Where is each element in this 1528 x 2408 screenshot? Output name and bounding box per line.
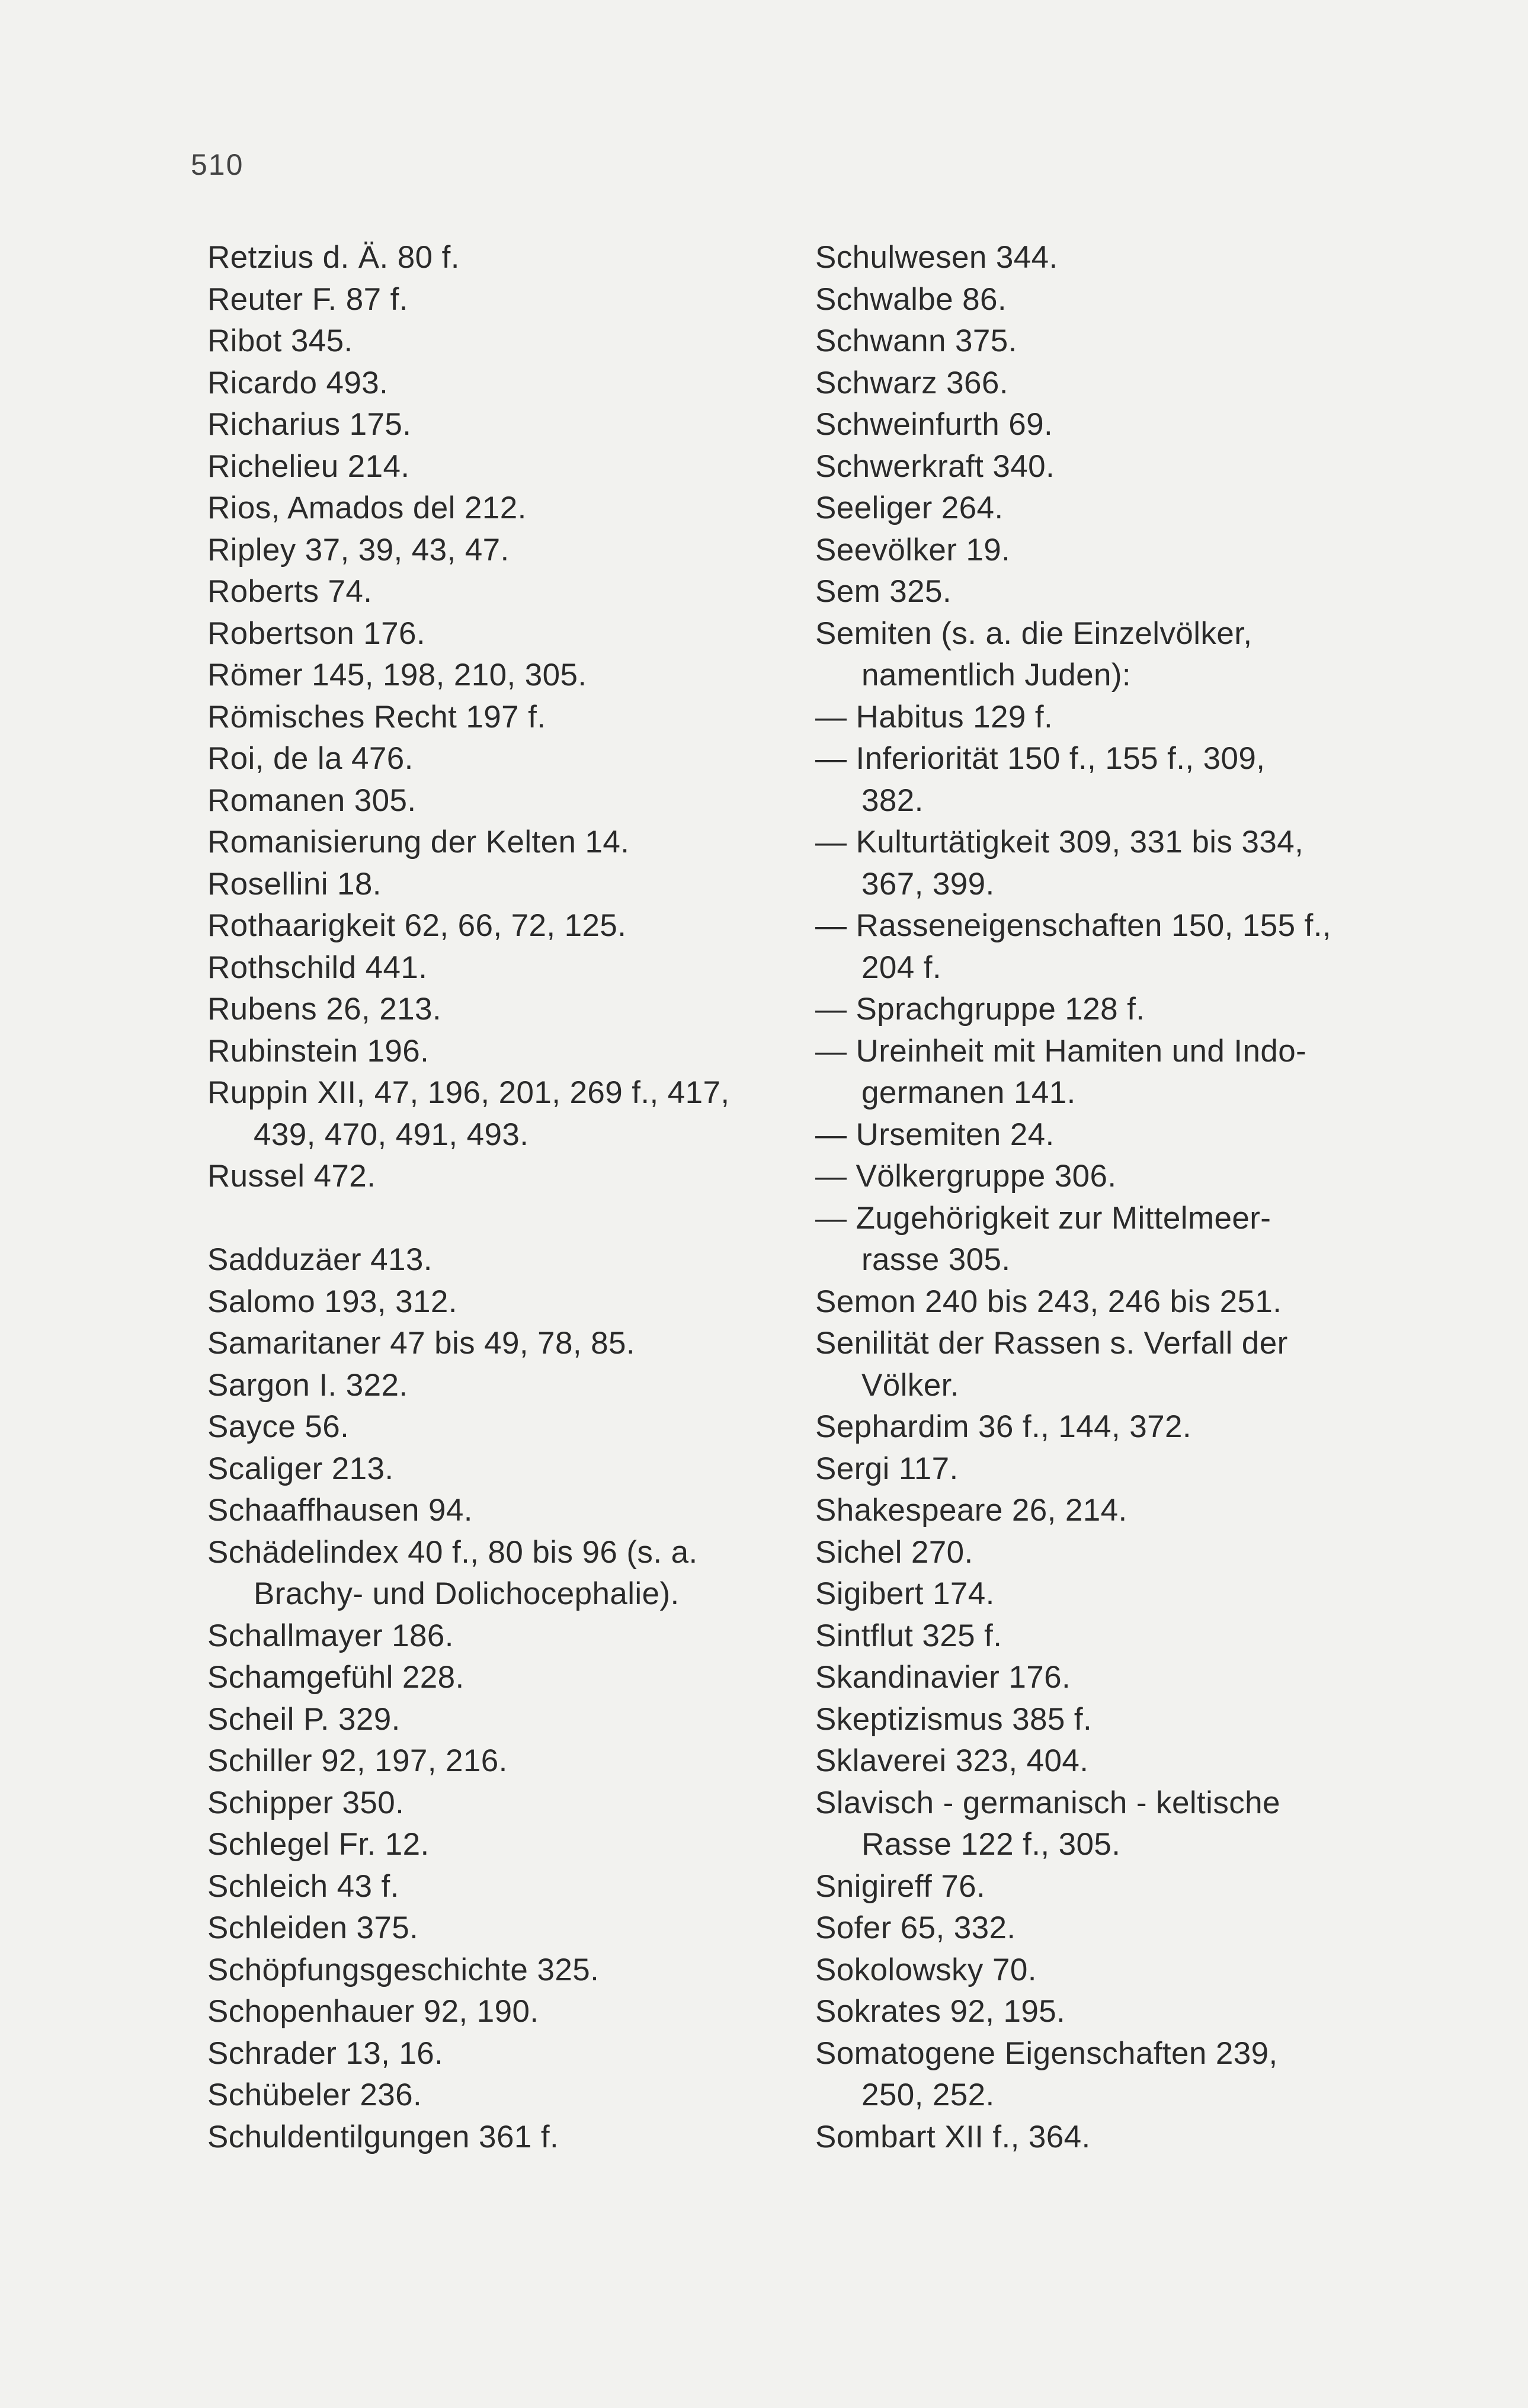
index-entry: Schwalbe 86. xyxy=(815,281,1007,317)
index-entry: — Ursemiten 24. xyxy=(815,1117,1055,1152)
index-entry: Sayce 56. xyxy=(207,1409,350,1444)
index-entry: Brachy- und Dolichocephalie). xyxy=(254,1576,680,1611)
index-entry: Ricardo 493. xyxy=(207,365,389,400)
index-entry: Salomo 193, 312. xyxy=(207,1284,457,1319)
index-entry: — Habitus 129 f. xyxy=(815,699,1053,735)
index-entry: Sargon I. 322. xyxy=(207,1367,408,1403)
index-entry: rasse 305. xyxy=(861,1242,1011,1277)
index-entry: — Inferiorität 150 f., 155 f., 309, xyxy=(815,741,1266,776)
index-entry: 439, 470, 491, 493. xyxy=(254,1117,529,1152)
section-gap xyxy=(207,1198,776,1240)
index-entry: Sokolowsky 70. xyxy=(815,1952,1037,1987)
index-entry: Samaritaner 47 bis 49, 78, 85. xyxy=(207,1326,636,1361)
index-entry: Schwarz 366. xyxy=(815,365,1008,400)
index-entry: Shakespeare 26, 214. xyxy=(815,1493,1127,1528)
index-entry: Ruppin XII, 47, 196, 201, 269 f., 417, xyxy=(207,1075,730,1110)
index-entry: Robertson 176. xyxy=(207,615,426,651)
index-entry: Retzius d. Ä. 80 f. xyxy=(207,240,460,275)
index-entry: Römer 145, 198, 210, 305. xyxy=(207,658,587,692)
index-entry: Sichel 270. xyxy=(815,1534,973,1570)
index-entry: Schweinfurth 69. xyxy=(815,407,1053,442)
index-entry: Somatogene Eigenschaften 239, xyxy=(815,2035,1278,2071)
index-entry: Völker. xyxy=(861,1367,959,1403)
index-entry: Ripley 37, 39, 43, 47. xyxy=(207,532,510,567)
index-entry: Schallmayer 186. xyxy=(207,1618,454,1653)
index-entry: Schwerkraft 340. xyxy=(815,448,1055,484)
index-entry: Sadduzäer 413. xyxy=(207,1242,433,1277)
index-entry: Sigibert 174. xyxy=(815,1576,995,1611)
index-entry: Skandinavier 176. xyxy=(815,1660,1071,1695)
index-entry: — Ureinheit mit Hamiten und Indo- xyxy=(815,1033,1307,1069)
index-entry: Sem 325. xyxy=(815,574,952,609)
index-entry: namentlich Juden): xyxy=(861,658,1132,692)
index-entry: Sephardim 36 f., 144, 372. xyxy=(815,1409,1192,1444)
index-entry: Skeptizismus 385 f. xyxy=(815,1701,1093,1737)
index-entry: Ribot 345. xyxy=(207,323,353,358)
index-entry: Romanen 305. xyxy=(207,783,417,818)
index-entry: Sombart XII f., 364. xyxy=(815,2119,1091,2154)
index-entry: — Völkergruppe 306. xyxy=(815,1159,1117,1194)
index-entry: — Kulturtätigkeit 309, 331 bis 334, xyxy=(815,825,1304,860)
index-entry: Seevölker 19. xyxy=(815,532,1011,567)
index-entry: Russel 472. xyxy=(207,1159,376,1194)
index-entry: Seeliger 264. xyxy=(815,490,1004,525)
index-entry: Roberts 74. xyxy=(207,574,373,609)
index-entry: Sergi 117. xyxy=(815,1451,959,1486)
index-entry: Sintflut 325 f. xyxy=(815,1618,1002,1653)
index-entry: Semiten (s. a. die Einzelvölker, xyxy=(815,615,1252,651)
index-entry: Scaliger 213. xyxy=(207,1451,394,1486)
index-entry: 367, 399. xyxy=(861,866,995,902)
index-column-right xyxy=(815,237,1372,2158)
index-entry: Semon 240 bis 243, 246 bis 251. xyxy=(815,1284,1282,1319)
index-entry: Romanisierung der Kelten 14. xyxy=(207,825,630,860)
index-entry: — Rasseneigenschaften 150, 155 f., xyxy=(815,908,1331,943)
index-entry: Schrader 13, 16. xyxy=(207,2035,444,2071)
index-entry: 250, 252. xyxy=(861,2077,995,2112)
index-entry: Schädelindex 40 f., 80 bis 96 (s. a. xyxy=(207,1534,698,1570)
index-entry: Reuter F. 87 f. xyxy=(207,281,408,317)
index-entry: Sklaverei 323, 404. xyxy=(815,1743,1089,1778)
index-entry: Slavisch - germanisch - keltische xyxy=(815,1785,1280,1820)
index-entry: — Sprachgruppe 128 f. xyxy=(815,992,1145,1027)
index-entry: Rubinstein 196. xyxy=(207,1033,430,1069)
index-entry: Rothschild 441. xyxy=(207,950,428,985)
index-entry: Rios, Amados del 212. xyxy=(207,490,527,525)
index-entry: Schuldentilgungen 361 f. xyxy=(207,2119,559,2154)
index-entry: Schwann 375. xyxy=(815,323,1017,358)
index-entry: Schleiden 375. xyxy=(207,1910,419,1945)
index-entry: Schlegel Fr. 12. xyxy=(207,1827,430,1862)
index-entry: Sokrates 92, 195. xyxy=(815,1994,1066,2029)
index-entry: Römisches Recht 197 f. xyxy=(207,699,546,735)
index-entry: Rothaarigkeit 62, 66, 72, 125. xyxy=(207,908,627,943)
index-entry: Schaaffhausen 94. xyxy=(207,1493,473,1528)
index-entry: Snigireff 76. xyxy=(815,1868,986,1904)
index-entry: Roi, de la 476. xyxy=(207,741,414,776)
index-entry: germanen 141. xyxy=(861,1075,1076,1110)
index-entry: Rasse 122 f., 305. xyxy=(861,1827,1121,1862)
index-entry: Schiller 92, 197, 216. xyxy=(207,1743,508,1778)
index-entry: Schöpfungsgeschichte 325. xyxy=(207,1952,600,1987)
index-entry: Schleich 43 f. xyxy=(207,1868,399,1904)
index-entry: Schopenhauer 92, 190. xyxy=(207,1994,539,2029)
index-entry: Scheil P. 329. xyxy=(207,1701,401,1737)
index-entry: Schamgefühl 228. xyxy=(207,1660,465,1695)
index-entry: Rosellini 18. xyxy=(207,866,382,902)
page-number: 510 xyxy=(191,148,244,181)
index-entry: Schulwesen 344. xyxy=(815,240,1058,275)
index-entry: Schübeler 236. xyxy=(207,2077,422,2112)
index-entry: Richarius 175. xyxy=(207,407,412,442)
index-entry: 204 f. xyxy=(861,950,942,985)
index-entry: 382. xyxy=(861,783,924,818)
index-column-left xyxy=(207,237,776,2158)
index-entry: Richelieu 214. xyxy=(207,448,410,484)
index-entry: Rubens 26, 213. xyxy=(207,992,441,1027)
index-entry: Schipper 350. xyxy=(207,1785,405,1820)
index-entry: Senilität der Rassen s. Verfall der xyxy=(815,1326,1288,1361)
index-entry: Sofer 65, 332. xyxy=(815,1910,1016,1945)
index-entry: — Zugehörigkeit zur Mittelmeer- xyxy=(815,1200,1271,1236)
